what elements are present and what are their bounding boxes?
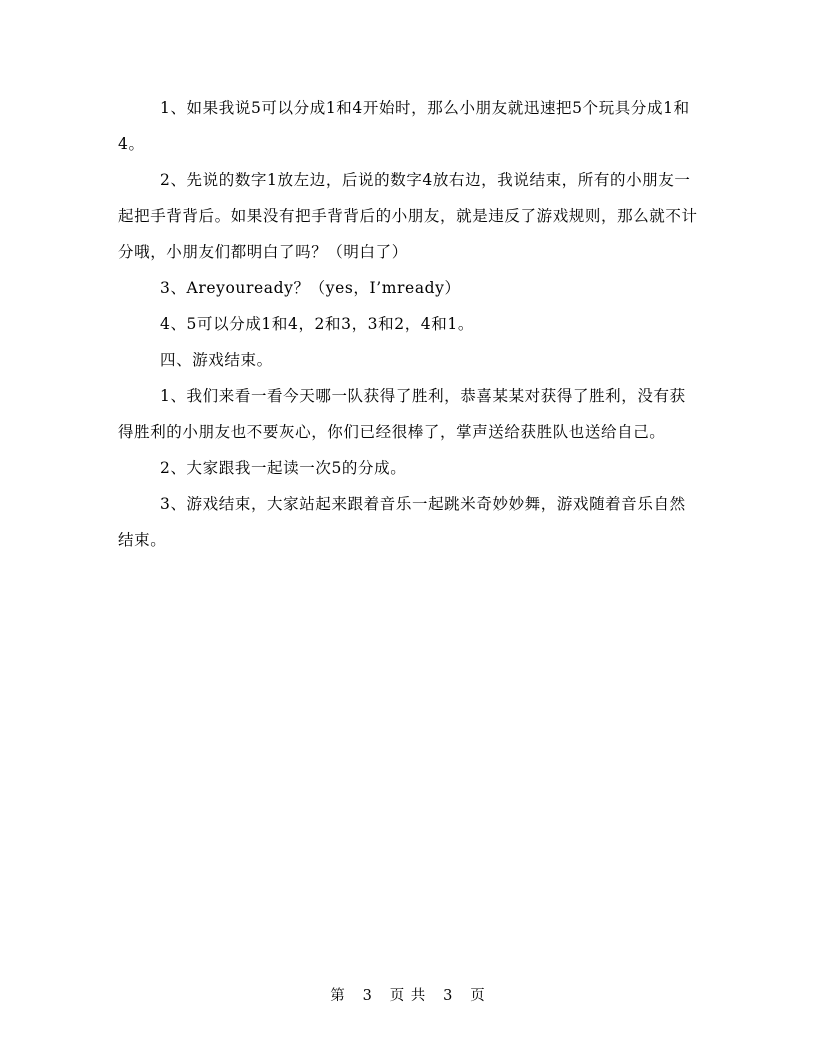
footer-suffix: 页 xyxy=(470,988,486,1004)
footer-total-pages: 3 xyxy=(443,988,454,1004)
paragraph-item-end-3: 3、游戏结束，大家站起来跟着音乐一起跳米奇妙妙舞，游戏随着音乐自然结束。 xyxy=(118,495,686,549)
paragraph-item-end-1: 1、我们来看一看今天哪一队获得了胜利，恭喜某某对获得了胜利，没有获得胜利的小朋友也不要灰心，你们已经很棒了，掌声送给获胜队也送给自己。 xyxy=(118,387,686,441)
document-body xyxy=(118,90,698,558)
paragraph-item-end-2: 2、大家跟我一起读一次5的分成。 xyxy=(160,459,407,477)
footer-current-page: 3 xyxy=(362,988,373,1004)
paragraph-item-3: 3、Areyouready？（yes，I’mready） xyxy=(160,279,461,297)
footer-prefix: 第 xyxy=(330,988,346,1004)
page-footer xyxy=(0,984,816,1005)
paragraph-item-1: 1、如果我说5可以分成1和4开始时，那么小朋友就迅速把5个玩具分成1和4。 xyxy=(118,99,690,153)
paragraph-item-4: 4、5可以分成1和4，2和3，3和2，4和1。 xyxy=(160,315,474,333)
footer-mid: 页 共 xyxy=(389,988,427,1004)
paragraph-item-2: 2、先说的数字1放左边，后说的数字4放右边，我说结束，所有的小朋友一起把手背背后。如果没有把手背背后的小朋友，就是违反了游戏规则，那么就不计分哦，小朋友们都明白了吗？（明白了） xyxy=(118,171,698,261)
section-heading-game-end: 四、游戏结束。 xyxy=(160,351,273,369)
